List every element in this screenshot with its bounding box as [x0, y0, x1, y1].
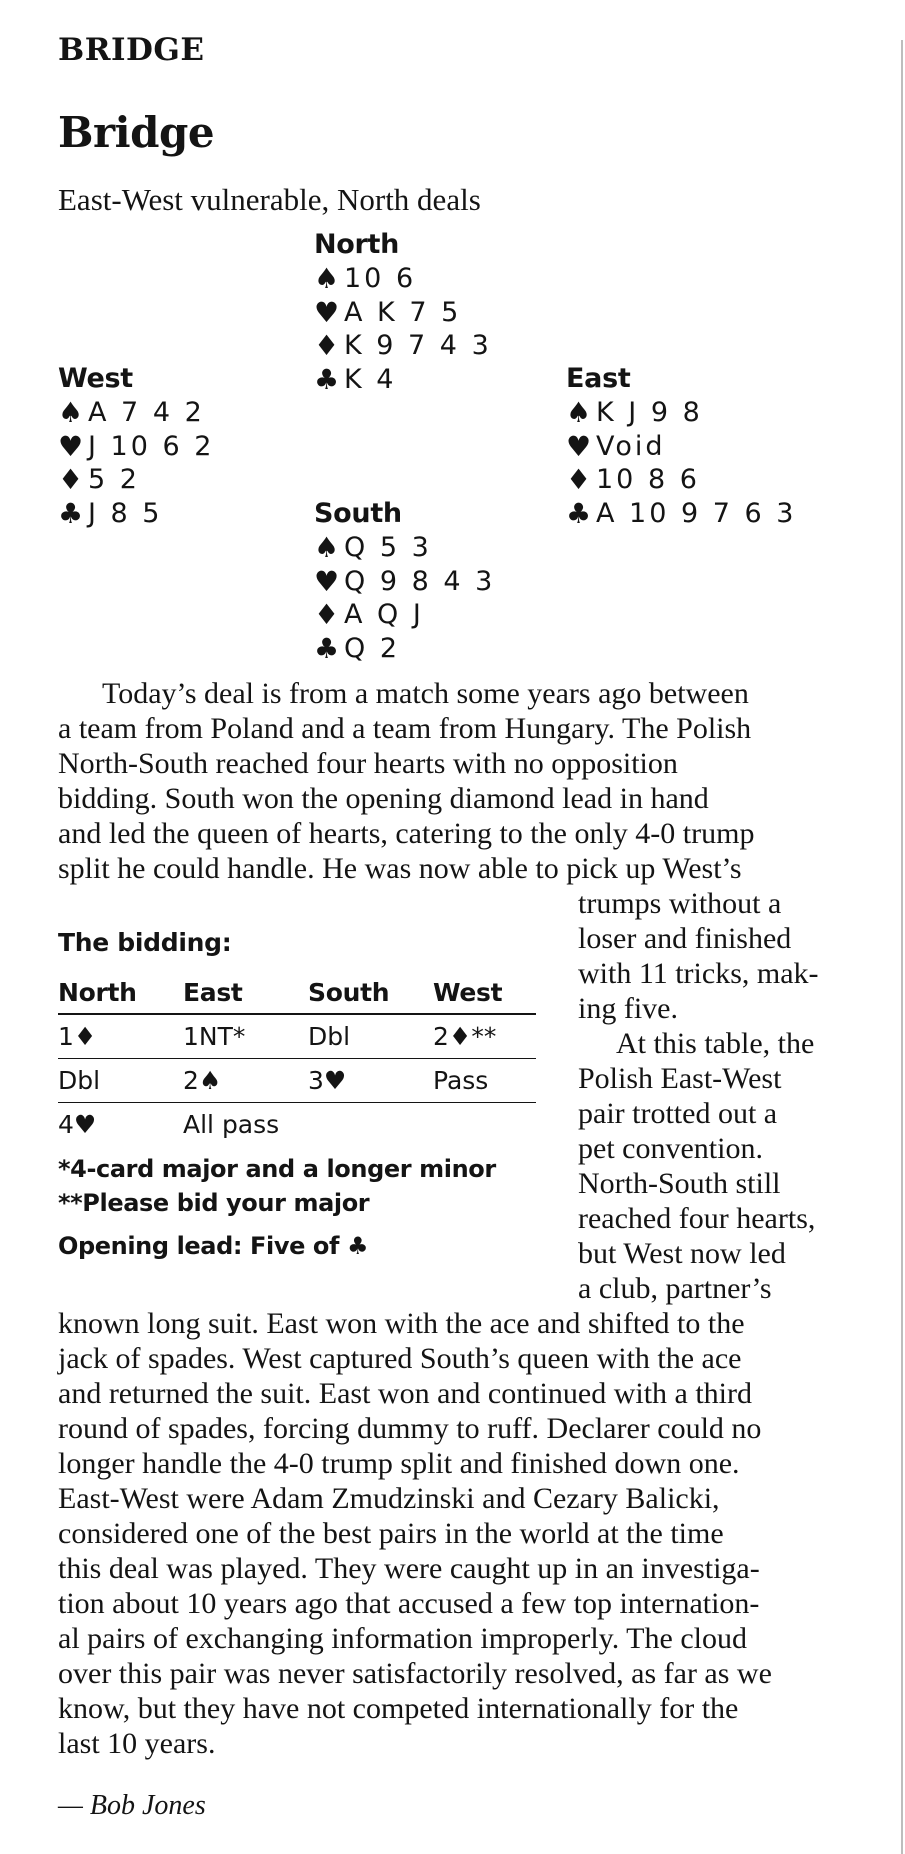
text-line: jack of spades. West captured South’s queen with the ace	[58, 1342, 742, 1375]
diamonds-row: ♦ 10 8 6	[566, 463, 700, 496]
spade-icon: ♠	[566, 396, 592, 429]
column-rule	[901, 40, 903, 1854]
hand-name: West	[58, 363, 133, 394]
hand-name: South	[314, 498, 402, 529]
diamond-icon: ♦	[58, 463, 84, 496]
bidding-row	[58, 1102, 536, 1146]
bid-cell: Dbl	[308, 1014, 433, 1058]
text-line: last 10 years.	[58, 1727, 216, 1760]
hearts-row: ♥ Q 9 8 4 3	[314, 564, 496, 598]
hearts-row: ♥ A K 7 5	[314, 295, 462, 329]
clubs-row: ♣ K 4	[314, 362, 397, 396]
text-line: with 11 tricks, mak-	[578, 957, 819, 990]
text-line: al pairs of exchanging information improperly. The cloud	[58, 1622, 747, 1655]
bid-cell: Dbl	[58, 1058, 183, 1102]
bid-cell: All pass	[183, 1109, 280, 1139]
bid-cell: 2♦**	[433, 1014, 536, 1058]
bidding-table	[58, 972, 536, 1146]
club-icon: ♣	[314, 631, 340, 665]
bidding-notes	[58, 1152, 538, 1220]
bid-cell: 1♦	[58, 1014, 183, 1058]
column-header: West	[433, 972, 536, 1014]
text-line: longer handle the 4-0 trump split and finished down one.	[58, 1447, 740, 1480]
text-line: but West now led	[578, 1237, 786, 1270]
bid-cell	[308, 1102, 433, 1146]
clubs-row: ♣ J 8 5	[58, 496, 163, 530]
text-line: this deal was played. They were caught up in an investiga-	[58, 1552, 760, 1585]
text-line: Polish East-West	[578, 1062, 782, 1095]
heart-icon: ♥	[58, 429, 84, 463]
spade-icon: ♠	[314, 531, 340, 564]
text-line: Today’s deal is from a match some years ago between	[102, 677, 749, 710]
text-line: known long suit. East won with the ace and shifted to the	[58, 1307, 745, 1340]
text-line: reached four hearts,	[578, 1202, 816, 1235]
opening-lead: Opening lead: Five of ♣	[58, 1232, 369, 1260]
spades-row: ♠ 10 6	[314, 262, 417, 295]
text-line: considered one of the best pairs in the world at the time	[58, 1517, 724, 1550]
heart-icon: ♥	[566, 429, 592, 463]
clubs-row: ♣ A 10 9 7 6 3	[566, 496, 797, 530]
bid-cell: 2♠	[183, 1058, 308, 1102]
heart-icon: ♥	[314, 564, 340, 598]
text-line: At this table, the	[616, 1027, 815, 1060]
article-right-column	[578, 886, 868, 1306]
hand-south	[314, 497, 495, 665]
byline: — Bob Jones	[58, 1790, 206, 1821]
bidding-header-row	[58, 972, 536, 1014]
bid-cell: 3♥	[308, 1058, 433, 1102]
diamond-icon: ♦	[314, 329, 340, 362]
text-line: North-South still	[578, 1167, 781, 1200]
hand-east	[566, 362, 796, 530]
bid-cell: 4♥	[58, 1109, 97, 1139]
bidding-row	[58, 1014, 536, 1058]
text-line: know, but they have not competed internationally for the	[58, 1692, 739, 1725]
diamond-icon: ♦	[314, 598, 340, 631]
bid-cell	[433, 1102, 536, 1146]
text-line: trumps without a	[578, 887, 782, 920]
text-line: East-West were Adam Zmudzinski and Cezary Balicki,	[58, 1482, 720, 1515]
bidding-row	[58, 1058, 536, 1102]
diamonds-row: ♦ A Q J	[314, 598, 424, 631]
club-icon: ♣	[58, 496, 84, 530]
section-label: BRIDGE	[58, 32, 205, 68]
spade-icon: ♠	[58, 396, 84, 429]
hearts-row: ♥ Void	[566, 429, 666, 463]
text-line: round of spades, forcing dummy to ruff. Declarer could no	[58, 1412, 762, 1445]
bid-cell: Pass	[433, 1058, 536, 1102]
spades-row: ♠ Q 5 3	[314, 531, 432, 564]
headline: Bridge	[58, 108, 215, 157]
club-icon: ♣	[314, 362, 340, 396]
spade-icon: ♠	[314, 262, 340, 295]
bid-cell: 1NT*	[183, 1014, 308, 1058]
text-line: and returned the suit. East won and continued with a third	[58, 1377, 752, 1410]
hand-name: East	[566, 363, 631, 394]
hand-north	[314, 228, 492, 396]
text-line: a club, partner’s	[578, 1272, 772, 1305]
text-line: a team from Poland and a team from Hungary. The Polish	[58, 712, 752, 745]
article-closing-paragraph	[58, 1306, 868, 1761]
spades-row: ♠ K J 9 8	[566, 396, 703, 429]
bidding-title: The bidding:	[58, 928, 232, 957]
column-header: South	[308, 972, 433, 1014]
text-line: and led the queen of hearts, catering to the only 4-0 trump	[58, 817, 755, 850]
text-line: ing five.	[578, 992, 678, 1025]
diamonds-row: ♦ 5 2	[58, 463, 140, 496]
text-line: bidding. South won the opening diamond lead in hand	[58, 782, 709, 815]
text-line: tion about 10 years ago that accused a few top internation-	[58, 1587, 760, 1620]
bidding-box	[58, 926, 538, 1260]
spades-row: ♠ A 7 4 2	[58, 396, 205, 429]
text-line: over this pair was never satisfactorily resolved, as far as we	[58, 1657, 772, 1690]
text-line: pair trotted out a	[578, 1097, 778, 1130]
article-lead-paragraph	[58, 676, 858, 886]
hearts-row: ♥ J 10 6 2	[58, 429, 215, 463]
bidding-note: **Please bid your major	[58, 1189, 370, 1217]
deal-conditions: East-West vulnerable, North deals	[58, 182, 481, 217]
clubs-row: ♣ Q 2	[314, 631, 401, 665]
diamond-icon: ♦	[566, 463, 592, 496]
bidding-note: *4-card major and a longer minor	[58, 1155, 496, 1183]
text-line: North-South reached four hearts with no opposition	[58, 747, 678, 780]
text-line: split he could handle. He was now able to pick up West’s	[58, 852, 742, 885]
column-header: North	[58, 972, 183, 1014]
diamonds-row: ♦ K 9 7 4 3	[314, 329, 492, 362]
hand-west	[58, 362, 214, 530]
club-icon: ♣	[566, 496, 592, 530]
hand-name: North	[314, 229, 400, 260]
text-line: pet convention.	[578, 1132, 763, 1165]
heart-icon: ♥	[314, 295, 340, 329]
column-header: East	[183, 972, 308, 1014]
text-line: loser and finished	[578, 922, 792, 955]
